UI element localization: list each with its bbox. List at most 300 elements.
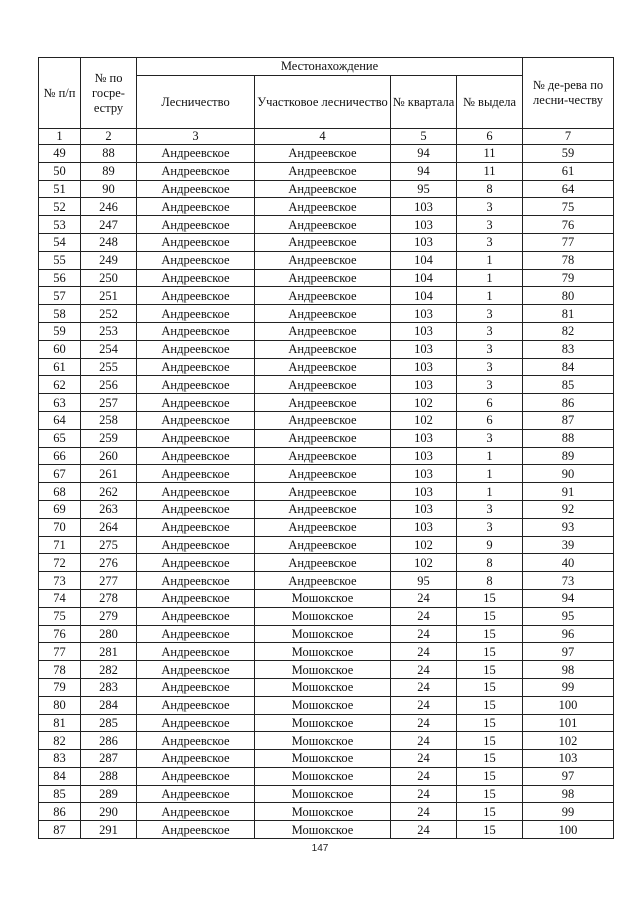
forestry-cell: Андреевское <box>137 198 255 216</box>
allotment-cell: 11 <box>457 162 523 180</box>
table-row <box>39 269 614 287</box>
registry-no-cell: 290 <box>81 803 137 821</box>
row-no-cell: 55 <box>39 251 81 269</box>
allotment-cell: 15 <box>457 643 523 661</box>
registry-no-cell: 286 <box>81 732 137 750</box>
registry-no-cell: 88 <box>81 145 137 163</box>
row-no-cell: 77 <box>39 643 81 661</box>
quarter-cell: 95 <box>391 572 457 590</box>
table-row <box>39 180 614 198</box>
forestry-cell: Андреевское <box>137 465 255 483</box>
registry-no-cell: 89 <box>81 162 137 180</box>
row-no-cell: 72 <box>39 554 81 572</box>
district-forestry-cell: Мошокское <box>255 696 391 714</box>
table-row <box>39 305 614 323</box>
allotment-cell: 9 <box>457 536 523 554</box>
tree-no-cell: 99 <box>523 678 614 696</box>
table-row <box>39 394 614 412</box>
district-forestry-cell: Андреевское <box>255 376 391 394</box>
allotment-cell: 3 <box>457 233 523 251</box>
district-forestry-cell: Андреевское <box>255 251 391 269</box>
registry-no-cell: 282 <box>81 661 137 679</box>
row-no-cell: 57 <box>39 287 81 305</box>
allotment-cell: 3 <box>457 376 523 394</box>
allotment-cell: 1 <box>457 269 523 287</box>
table-row <box>39 145 614 163</box>
district-forestry-cell: Мошокское <box>255 767 391 785</box>
district-forestry-cell: Андреевское <box>255 429 391 447</box>
row-no-cell: 73 <box>39 572 81 590</box>
forestry-cell: Андреевское <box>137 322 255 340</box>
table-row <box>39 340 614 358</box>
table-row <box>39 661 614 679</box>
tree-no-cell: 100 <box>523 696 614 714</box>
row-no-cell: 49 <box>39 145 81 163</box>
table-row <box>39 750 614 768</box>
header-registry-no: № по госре-естру <box>81 58 137 129</box>
table-row <box>39 678 614 696</box>
forestry-cell: Андреевское <box>137 429 255 447</box>
row-no-cell: 85 <box>39 785 81 803</box>
forestry-cell: Андреевское <box>137 767 255 785</box>
tree-no-cell: 97 <box>523 643 614 661</box>
registry-no-cell: 262 <box>81 483 137 501</box>
row-no-cell: 84 <box>39 767 81 785</box>
forestry-cell: Андреевское <box>137 447 255 465</box>
registry-no-cell: 256 <box>81 376 137 394</box>
table-row <box>39 483 614 501</box>
quarter-cell: 94 <box>391 145 457 163</box>
district-forestry-cell: Мошокское <box>255 714 391 732</box>
registry-no-cell: 280 <box>81 625 137 643</box>
allotment-cell: 15 <box>457 732 523 750</box>
table-row <box>39 447 614 465</box>
table-row <box>39 732 614 750</box>
district-forestry-cell: Андреевское <box>255 358 391 376</box>
district-forestry-cell: Андреевское <box>255 287 391 305</box>
quarter-cell: 24 <box>391 732 457 750</box>
registry-no-cell: 259 <box>81 429 137 447</box>
table-row <box>39 643 614 661</box>
forestry-cell: Андреевское <box>137 554 255 572</box>
district-forestry-cell: Мошокское <box>255 643 391 661</box>
row-no-cell: 67 <box>39 465 81 483</box>
district-forestry-cell: Андреевское <box>255 447 391 465</box>
district-forestry-cell: Андреевское <box>255 536 391 554</box>
district-forestry-cell: Мошокское <box>255 732 391 750</box>
quarter-cell: 103 <box>391 305 457 323</box>
table-row <box>39 572 614 590</box>
row-no-cell: 63 <box>39 394 81 412</box>
table-row <box>39 625 614 643</box>
tree-no-cell: 40 <box>523 554 614 572</box>
page-number: 147 <box>311 843 329 854</box>
table-row <box>39 411 614 429</box>
tree-no-cell: 100 <box>523 821 614 839</box>
registry-no-cell: 253 <box>81 322 137 340</box>
header-quarter: № квартала <box>391 76 457 129</box>
district-forestry-cell: Мошокское <box>255 803 391 821</box>
registry-no-cell: 252 <box>81 305 137 323</box>
quarter-cell: 24 <box>391 767 457 785</box>
quarter-cell: 94 <box>391 162 457 180</box>
quarter-cell: 103 <box>391 483 457 501</box>
row-no-cell: 50 <box>39 162 81 180</box>
row-no-cell: 66 <box>39 447 81 465</box>
tree-no-cell: 61 <box>523 162 614 180</box>
forestry-cell: Андреевское <box>137 625 255 643</box>
tree-no-cell: 77 <box>523 233 614 251</box>
registry-no-cell: 291 <box>81 821 137 839</box>
row-no-cell: 76 <box>39 625 81 643</box>
forestry-cell: Андреевское <box>137 678 255 696</box>
allotment-cell: 8 <box>457 180 523 198</box>
column-number-row <box>39 129 614 145</box>
allotment-cell: 1 <box>457 287 523 305</box>
forestry-cell: Андреевское <box>137 376 255 394</box>
registry-no-cell: 246 <box>81 198 137 216</box>
quarter-cell: 103 <box>391 322 457 340</box>
registry-no-cell: 264 <box>81 518 137 536</box>
allotment-cell: 15 <box>457 589 523 607</box>
table-row <box>39 767 614 785</box>
forestry-cell: Андреевское <box>137 732 255 750</box>
district-forestry-cell: Андреевское <box>255 305 391 323</box>
allotment-cell: 15 <box>457 714 523 732</box>
allotment-cell: 3 <box>457 305 523 323</box>
row-no-cell: 62 <box>39 376 81 394</box>
forestry-cell: Андреевское <box>137 714 255 732</box>
district-forestry-cell: Мошокское <box>255 625 391 643</box>
row-no-cell: 70 <box>39 518 81 536</box>
registry-no-cell: 278 <box>81 589 137 607</box>
header-forestry: Лесничество <box>137 76 255 129</box>
allotment-cell: 15 <box>457 821 523 839</box>
table-row <box>39 251 614 269</box>
row-no-cell: 64 <box>39 411 81 429</box>
allotment-cell: 3 <box>457 358 523 376</box>
district-forestry-cell: Андреевское <box>255 180 391 198</box>
quarter-cell: 24 <box>391 625 457 643</box>
table-row <box>39 429 614 447</box>
row-no-cell: 54 <box>39 233 81 251</box>
table-row <box>39 696 614 714</box>
column-number: 1 <box>39 129 81 145</box>
forestry-cell: Андреевское <box>137 821 255 839</box>
registry-no-cell: 283 <box>81 678 137 696</box>
registry-no-cell: 276 <box>81 554 137 572</box>
table-row <box>39 500 614 518</box>
table-row <box>39 589 614 607</box>
tree-no-cell: 101 <box>523 714 614 732</box>
row-no-cell: 87 <box>39 821 81 839</box>
allotment-cell: 1 <box>457 251 523 269</box>
registry-no-cell: 248 <box>81 233 137 251</box>
district-forestry-cell: Андреевское <box>255 465 391 483</box>
allotment-cell: 15 <box>457 803 523 821</box>
forestry-cell: Андреевское <box>137 500 255 518</box>
allotment-cell: 15 <box>457 678 523 696</box>
quarter-cell: 103 <box>391 216 457 234</box>
tree-no-cell: 39 <box>523 536 614 554</box>
tree-no-cell: 91 <box>523 483 614 501</box>
registry-no-cell: 277 <box>81 572 137 590</box>
tree-no-cell: 87 <box>523 411 614 429</box>
row-no-cell: 69 <box>39 500 81 518</box>
quarter-cell: 104 <box>391 287 457 305</box>
allotment-cell: 3 <box>457 322 523 340</box>
allotment-cell: 6 <box>457 394 523 412</box>
registry-no-cell: 249 <box>81 251 137 269</box>
table-row <box>39 216 614 234</box>
table-row <box>39 198 614 216</box>
allotment-cell: 15 <box>457 661 523 679</box>
table-row <box>39 785 614 803</box>
allotment-cell: 15 <box>457 785 523 803</box>
tree-no-cell: 73 <box>523 572 614 590</box>
quarter-cell: 103 <box>391 340 457 358</box>
row-no-cell: 71 <box>39 536 81 554</box>
row-no-cell: 83 <box>39 750 81 768</box>
forestry-cell: Андреевское <box>137 803 255 821</box>
district-forestry-cell: Андреевское <box>255 233 391 251</box>
row-no-cell: 78 <box>39 661 81 679</box>
forestry-cell: Андреевское <box>137 251 255 269</box>
registry-no-cell: 263 <box>81 500 137 518</box>
forestry-cell: Андреевское <box>137 785 255 803</box>
row-no-cell: 82 <box>39 732 81 750</box>
registry-no-cell: 254 <box>81 340 137 358</box>
registry-no-cell: 250 <box>81 269 137 287</box>
table-row <box>39 358 614 376</box>
tree-no-cell: 92 <box>523 500 614 518</box>
quarter-cell: 24 <box>391 714 457 732</box>
row-no-cell: 58 <box>39 305 81 323</box>
quarter-cell: 24 <box>391 803 457 821</box>
tree-no-cell: 85 <box>523 376 614 394</box>
registry-no-cell: 261 <box>81 465 137 483</box>
forestry-cell: Андреевское <box>137 287 255 305</box>
table-row <box>39 376 614 394</box>
allotment-cell: 6 <box>457 411 523 429</box>
quarter-cell: 103 <box>391 500 457 518</box>
quarter-cell: 103 <box>391 198 457 216</box>
allotment-cell: 15 <box>457 750 523 768</box>
district-forestry-cell: Мошокское <box>255 821 391 839</box>
tree-no-cell: 103 <box>523 750 614 768</box>
tree-no-cell: 98 <box>523 785 614 803</box>
allotment-cell: 3 <box>457 429 523 447</box>
forestry-cell: Андреевское <box>137 696 255 714</box>
quarter-cell: 104 <box>391 251 457 269</box>
district-forestry-cell: Андреевское <box>255 554 391 572</box>
row-no-cell: 65 <box>39 429 81 447</box>
district-forestry-cell: Мошокское <box>255 750 391 768</box>
tree-registry-table <box>38 57 614 839</box>
tree-no-cell: 76 <box>523 216 614 234</box>
forestry-cell: Андреевское <box>137 180 255 198</box>
allotment-cell: 1 <box>457 483 523 501</box>
registry-no-cell: 285 <box>81 714 137 732</box>
district-forestry-cell: Мошокское <box>255 607 391 625</box>
district-forestry-cell: Андреевское <box>255 145 391 163</box>
allotment-cell: 3 <box>457 518 523 536</box>
forestry-cell: Андреевское <box>137 518 255 536</box>
column-number: 3 <box>137 129 255 145</box>
forestry-cell: Андреевское <box>137 145 255 163</box>
allotment-cell: 3 <box>457 216 523 234</box>
tree-no-cell: 64 <box>523 180 614 198</box>
allotment-cell: 1 <box>457 465 523 483</box>
district-forestry-cell: Андреевское <box>255 269 391 287</box>
tree-no-cell: 86 <box>523 394 614 412</box>
row-no-cell: 60 <box>39 340 81 358</box>
tree-no-cell: 99 <box>523 803 614 821</box>
forestry-cell: Андреевское <box>137 358 255 376</box>
registry-no-cell: 90 <box>81 180 137 198</box>
tree-no-cell: 82 <box>523 322 614 340</box>
column-number: 4 <box>255 129 391 145</box>
row-no-cell: 80 <box>39 696 81 714</box>
row-no-cell: 61 <box>39 358 81 376</box>
table-row <box>39 233 614 251</box>
tree-no-cell: 79 <box>523 269 614 287</box>
tree-no-cell: 88 <box>523 429 614 447</box>
registry-no-cell: 258 <box>81 411 137 429</box>
tree-no-cell: 96 <box>523 625 614 643</box>
registry-no-cell: 257 <box>81 394 137 412</box>
header-district-forestry: Участковое лесничество <box>255 76 391 129</box>
table-row <box>39 287 614 305</box>
registry-no-cell: 260 <box>81 447 137 465</box>
quarter-cell: 24 <box>391 607 457 625</box>
header-tree-no: № де-рева по лесни-честву <box>523 58 614 129</box>
registry-no-cell: 284 <box>81 696 137 714</box>
row-no-cell: 68 <box>39 483 81 501</box>
district-forestry-cell: Андреевское <box>255 500 391 518</box>
allotment-cell: 15 <box>457 767 523 785</box>
registry-no-cell: 281 <box>81 643 137 661</box>
row-no-cell: 51 <box>39 180 81 198</box>
quarter-cell: 24 <box>391 750 457 768</box>
row-no-cell: 59 <box>39 322 81 340</box>
registry-no-cell: 275 <box>81 536 137 554</box>
forestry-cell: Андреевское <box>137 750 255 768</box>
forestry-cell: Андреевское <box>137 340 255 358</box>
tree-no-cell: 98 <box>523 661 614 679</box>
row-no-cell: 81 <box>39 714 81 732</box>
column-number: 5 <box>391 129 457 145</box>
district-forestry-cell: Андреевское <box>255 216 391 234</box>
table-row <box>39 821 614 839</box>
forestry-cell: Андреевское <box>137 661 255 679</box>
quarter-cell: 102 <box>391 411 457 429</box>
column-number: 7 <box>523 129 614 145</box>
district-forestry-cell: Мошокское <box>255 678 391 696</box>
tree-no-cell: 78 <box>523 251 614 269</box>
allotment-cell: 1 <box>457 447 523 465</box>
quarter-cell: 24 <box>391 589 457 607</box>
allotment-cell: 11 <box>457 145 523 163</box>
forestry-cell: Андреевское <box>137 411 255 429</box>
allotment-cell: 8 <box>457 554 523 572</box>
forestry-cell: Андреевское <box>137 216 255 234</box>
forestry-cell: Андреевское <box>137 233 255 251</box>
quarter-cell: 103 <box>391 518 457 536</box>
row-no-cell: 75 <box>39 607 81 625</box>
quarter-cell: 103 <box>391 465 457 483</box>
registry-no-cell: 247 <box>81 216 137 234</box>
district-forestry-cell: Мошокское <box>255 661 391 679</box>
district-forestry-cell: Андреевское <box>255 572 391 590</box>
tree-no-cell: 59 <box>523 145 614 163</box>
district-forestry-cell: Андреевское <box>255 322 391 340</box>
table-body <box>39 145 614 839</box>
allotment-cell: 3 <box>457 198 523 216</box>
table-row <box>39 607 614 625</box>
quarter-cell: 102 <box>391 536 457 554</box>
row-no-cell: 53 <box>39 216 81 234</box>
column-number: 6 <box>457 129 523 145</box>
tree-no-cell: 84 <box>523 358 614 376</box>
quarter-cell: 24 <box>391 785 457 803</box>
table-row <box>39 536 614 554</box>
registry-no-cell: 255 <box>81 358 137 376</box>
table-row <box>39 803 614 821</box>
row-no-cell: 79 <box>39 678 81 696</box>
quarter-cell: 103 <box>391 429 457 447</box>
quarter-cell: 24 <box>391 696 457 714</box>
forestry-cell: Андреевское <box>137 536 255 554</box>
quarter-cell: 103 <box>391 233 457 251</box>
tree-no-cell: 81 <box>523 305 614 323</box>
tree-no-cell: 75 <box>523 198 614 216</box>
district-forestry-cell: Андреевское <box>255 518 391 536</box>
row-no-cell: 56 <box>39 269 81 287</box>
quarter-cell: 103 <box>391 358 457 376</box>
quarter-cell: 102 <box>391 394 457 412</box>
forestry-cell: Андреевское <box>137 643 255 661</box>
tree-no-cell: 97 <box>523 767 614 785</box>
allotment-cell: 8 <box>457 572 523 590</box>
district-forestry-cell: Андреевское <box>255 394 391 412</box>
registry-no-cell: 279 <box>81 607 137 625</box>
tree-no-cell: 89 <box>523 447 614 465</box>
district-forestry-cell: Мошокское <box>255 785 391 803</box>
forestry-cell: Андреевское <box>137 305 255 323</box>
table-row <box>39 518 614 536</box>
table-row <box>39 162 614 180</box>
table-row <box>39 714 614 732</box>
allotment-cell: 15 <box>457 625 523 643</box>
registry-no-cell: 287 <box>81 750 137 768</box>
allotment-cell: 15 <box>457 607 523 625</box>
forestry-cell: Андреевское <box>137 607 255 625</box>
quarter-cell: 103 <box>391 376 457 394</box>
district-forestry-cell: Андреевское <box>255 162 391 180</box>
row-no-cell: 74 <box>39 589 81 607</box>
registry-no-cell: 288 <box>81 767 137 785</box>
tree-no-cell: 90 <box>523 465 614 483</box>
quarter-cell: 24 <box>391 678 457 696</box>
forestry-cell: Андреевское <box>137 162 255 180</box>
quarter-cell: 95 <box>391 180 457 198</box>
district-forestry-cell: Андреевское <box>255 340 391 358</box>
quarter-cell: 24 <box>391 643 457 661</box>
table-row <box>39 554 614 572</box>
column-number: 2 <box>81 129 137 145</box>
district-forestry-cell: Андреевское <box>255 411 391 429</box>
